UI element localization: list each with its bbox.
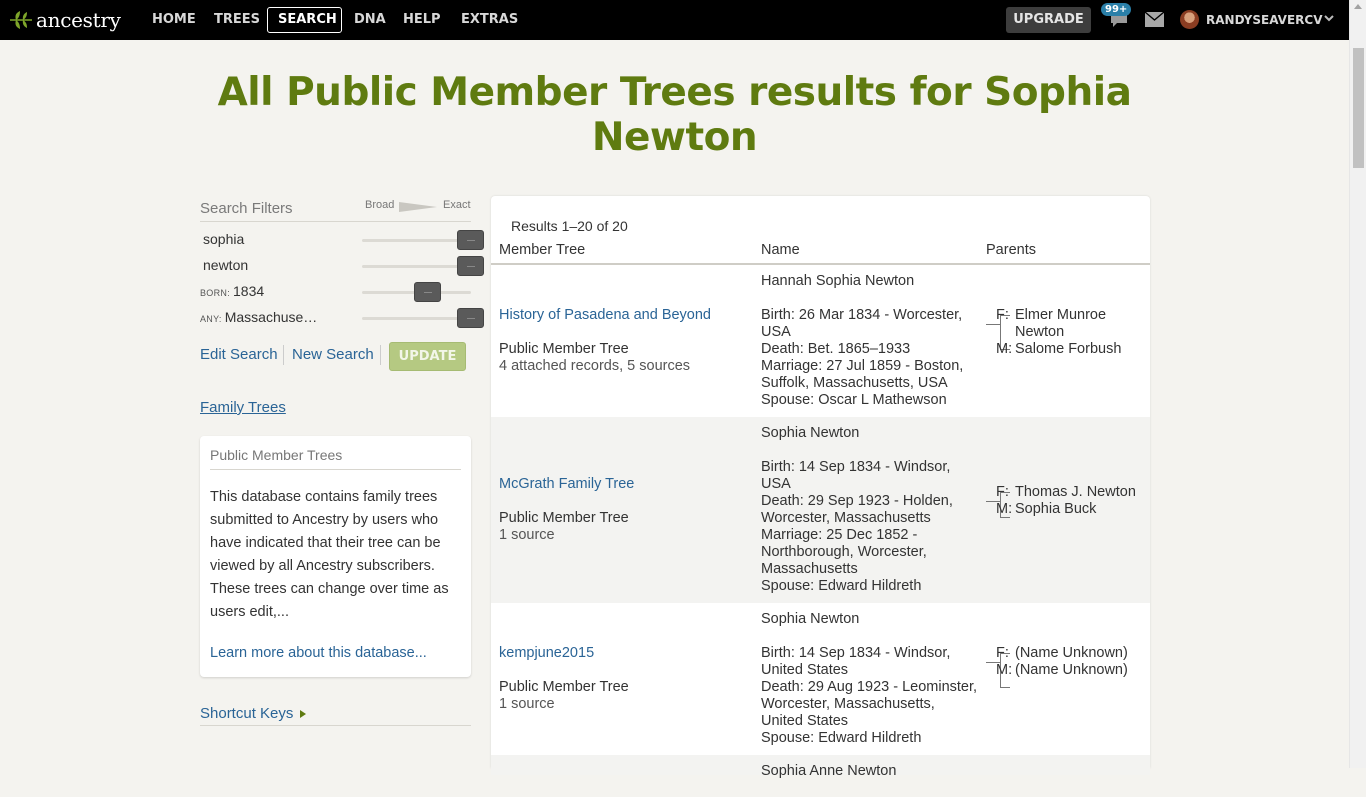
leaf-logo-icon bbox=[8, 9, 34, 31]
result-row[interactable] bbox=[491, 417, 1150, 603]
filter-row-any-place bbox=[200, 307, 485, 331]
exact-label: Exact bbox=[443, 199, 471, 211]
mother: M: (Name Unknown) bbox=[996, 662, 1128, 678]
results-count: Results 1–20 of 20 bbox=[511, 218, 628, 234]
nav-search[interactable]: SEARCH bbox=[267, 7, 342, 33]
broad-label: Broad bbox=[365, 199, 395, 211]
filter-row-first-name bbox=[200, 229, 485, 253]
mother: M: Sophia Buck bbox=[996, 501, 1097, 517]
person-name[interactable]: Hannah Sophia Newton bbox=[761, 273, 915, 289]
member-tree-link[interactable]: McGrath Family Tree bbox=[499, 476, 635, 492]
exactness-slider[interactable] bbox=[362, 239, 471, 242]
nav-dna[interactable]: DNA bbox=[354, 12, 386, 27]
exactness-slider[interactable] bbox=[362, 265, 471, 268]
database-info-box bbox=[200, 436, 471, 677]
tree-type: Public Member Tree 1 source bbox=[499, 679, 629, 712]
person-name[interactable]: Sophia Newton bbox=[761, 611, 860, 627]
slider-handle[interactable] bbox=[414, 282, 441, 302]
filter-row-last-name bbox=[200, 255, 485, 279]
scroll-thumb[interactable] bbox=[1353, 48, 1364, 168]
member-tree-link[interactable]: kempjune2015 bbox=[499, 645, 595, 661]
family-trees-link[interactable]: Family Trees bbox=[200, 399, 286, 416]
filter-value: sophia bbox=[203, 231, 245, 247]
database-title: Public Member Trees bbox=[210, 447, 461, 470]
top-navigation-bar bbox=[0, 0, 1349, 40]
filter-value: ANY: Massachuse… bbox=[200, 309, 318, 325]
person-details: Sophia Newton Birth: 14 Sep 1834 - Windsor, United States Death: 29 Aug 1923 - Leominster, Worcester, Massachusetts, United States Spouse: Edward Hildreth bbox=[761, 611, 978, 746]
nav-home[interactable]: HOME bbox=[152, 12, 196, 27]
slider-handle[interactable] bbox=[457, 230, 484, 250]
chevron-down-icon[interactable] bbox=[1323, 12, 1335, 24]
slider-handle[interactable] bbox=[457, 308, 484, 328]
scroll-up-arrow-icon[interactable] bbox=[1354, 4, 1362, 9]
mail-icon[interactable] bbox=[1145, 12, 1164, 27]
father: F: Thomas J. Newton bbox=[996, 484, 1136, 500]
shortcut-keys-label[interactable]: Shortcut Keys bbox=[200, 705, 294, 722]
username-menu[interactable]: RANDYSEAVERCV bbox=[1206, 13, 1323, 27]
shortcut-keys-toggle[interactable] bbox=[200, 703, 471, 726]
search-filters-header bbox=[200, 198, 471, 222]
ancestry-logo[interactable] bbox=[8, 7, 121, 33]
update-button[interactable]: UPDATE bbox=[389, 342, 466, 371]
filter-value: BORN: 1834 bbox=[200, 283, 265, 299]
filter-row-born bbox=[200, 281, 485, 305]
avatar[interactable] bbox=[1180, 10, 1199, 29]
search-filters-title: Search Filters bbox=[200, 200, 293, 217]
tree-type: Public Member Tree 1 source bbox=[499, 510, 629, 543]
learn-more-link[interactable]: Learn more about this database... bbox=[210, 645, 427, 661]
member-tree-link[interactable]: History of Pasadena and Beyond bbox=[499, 307, 711, 323]
upgrade-button[interactable]: UPGRADE bbox=[1006, 7, 1091, 33]
person-name[interactable]: Sophia Newton bbox=[761, 425, 860, 441]
tree-type: Public Member Tree 4 attached records, 5 sources bbox=[499, 341, 691, 374]
divider bbox=[380, 345, 381, 365]
notifications-badge: 99+ bbox=[1101, 3, 1131, 16]
new-search-link[interactable]: New Search bbox=[292, 346, 374, 363]
parents bbox=[986, 645, 1146, 679]
slider-handle[interactable] bbox=[457, 256, 484, 276]
person-details: Sophia Newton Birth: 14 Sep 1834 - Windsor, USA Death: 29 Sep 1923 - Holden, Worcester, Massachusetts Marriage: 25 Dec 1852 - Northborough, Worcester, Massachusetts Spouse: Edward Hildreth bbox=[761, 425, 979, 595]
filter-value: newton bbox=[203, 257, 249, 273]
person-details: Hannah Sophia Newton Birth: 26 Mar 1834 - Worcester, USA Death: Bet. 1865–1933 Marriage: 27 Jul 1859 - Boston, Suffolk, Massachusetts, USA Spouse: Oscar L Mathewson bbox=[761, 273, 979, 409]
results-panel bbox=[491, 196, 1150, 779]
parents bbox=[986, 307, 1146, 358]
column-header-name: Name bbox=[761, 242, 800, 258]
nav-trees[interactable]: TREES bbox=[214, 12, 261, 27]
person-name[interactable]: Sophia Anne Newton bbox=[761, 763, 897, 779]
database-description: This database contains family trees submitted to Ancestry by users who have indicated that their tree can be viewed by all Ancestry subscribers. These trees can change over time as users edit,... bbox=[210, 489, 449, 620]
triangle-right-icon[interactable] bbox=[300, 710, 306, 718]
father: F: Elmer Munroe Newton bbox=[996, 307, 1107, 340]
exactness-slider[interactable] bbox=[362, 317, 471, 320]
page-scrollbar[interactable] bbox=[1349, 0, 1366, 768]
parents bbox=[986, 484, 1146, 518]
mother: M: Salome Forbush bbox=[996, 341, 1122, 357]
nav-extras[interactable]: EXTRAS bbox=[461, 12, 519, 27]
column-header-parents: Parents bbox=[986, 242, 1036, 258]
divider bbox=[283, 345, 284, 365]
result-row[interactable] bbox=[491, 603, 1150, 755]
person-details bbox=[761, 763, 979, 797]
result-row[interactable] bbox=[491, 755, 1150, 779]
logo-text: ancestry bbox=[36, 8, 121, 32]
nav-help[interactable]: HELP bbox=[403, 12, 441, 27]
page-title: All Public Member Trees results for Sophia Newton bbox=[217, 70, 1132, 160]
edit-search-link[interactable]: Edit Search bbox=[200, 346, 278, 363]
result-row[interactable] bbox=[491, 265, 1150, 417]
father: F: (Name Unknown) bbox=[996, 645, 1128, 661]
column-header-member-tree: Member Tree bbox=[499, 242, 586, 258]
broad-exact-wedge-icon bbox=[399, 202, 437, 212]
